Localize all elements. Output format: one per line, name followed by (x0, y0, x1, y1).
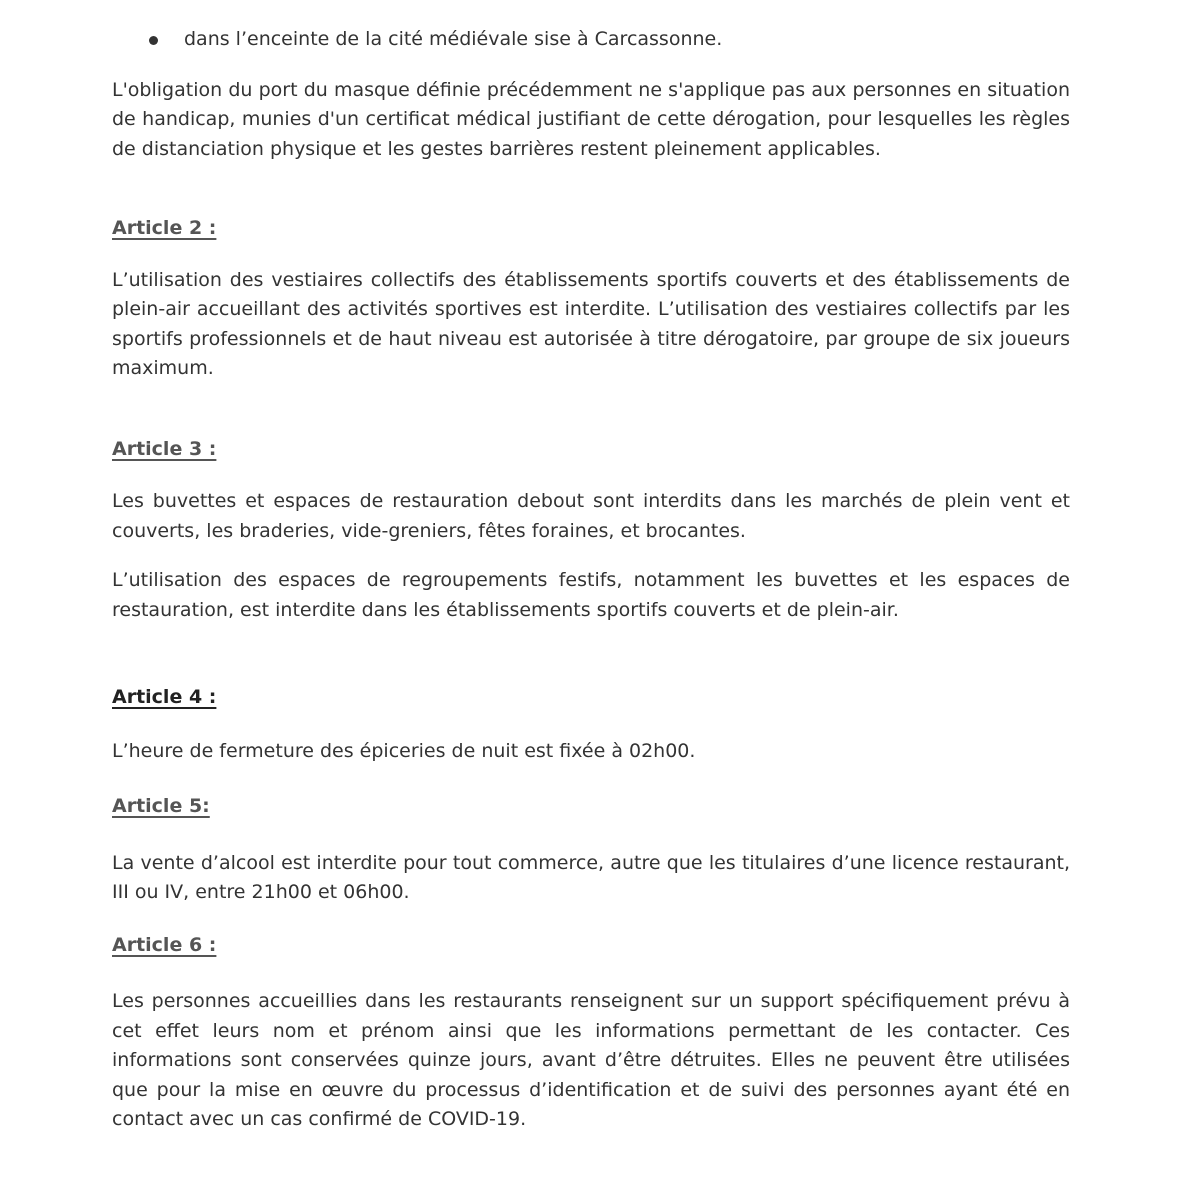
article-2-heading: Article 2 : (112, 217, 217, 239)
article-3-paragraph-1: Les buvettes et espaces de restauration debout sont interdits dans les marchés de plein vent et couverts, les braderies, vide-greniers, fêtes foraines, et brocantes. (112, 490, 1070, 542)
article-2-paragraph-1: L’utilisation des vestiaires collectifs des établissements sportifs couverts et des établissements de plein-air accueillant des activités sportives est interdite. L’utilisation des vestiaires collectifs par les sportifs professionnels et de haut niveau est autorisée à titre dérogatoire, par groupe de six joueurs maximum. (112, 268, 1070, 379)
document-page (112, 0, 1070, 1135)
article-4-paragraph-1: L’heure de fermeture des épiceries de nuit est fixée à 02h00. (112, 739, 696, 762)
article-6-paragraph-1: Les personnes accueillies dans les restaurants renseignent sur un support spécifiquement prévu à cet effet leurs nom et prénom ainsi que les informations permettant de les contacter. Ces informations sont conservées quinze jours, avant d’être détruites. Elles ne peuvent être utilisées que pour la mise en œuvre du processus d’identification et de suivi des personnes ayant été en contact avec un cas confirmé de COVID-19. (112, 990, 1070, 1130)
article-3-paragraph-2: L’utilisation des espaces de regroupements festifs, notamment les buvettes et les espaces de restauration, est interdite dans les établissements sportifs couverts et de plein-air. (112, 569, 1070, 621)
article-6-heading: Article 6 : (112, 933, 217, 956)
intro-paragraph: L'obligation du port du masque définie précédemment ne s'applique pas aux personnes en situation de handicap, munies d'un certificat médical justifiant de cette dérogation, pour lesquelles les règles de distanciation physique et les gestes barrières restent pleinement applicables. (112, 78, 1070, 160)
bullet-text: dans l’enceinte de la cité médiévale sise à Carcassonne. (184, 28, 723, 50)
article-5-paragraph-1: La vente d’alcool est interdite pour tout commerce, autre que les titulaires d’une licence restaurant, III ou IV, entre 21h00 et 06h00. (112, 851, 1070, 903)
bullet-item (112, 25, 1070, 55)
article-5-heading: Article 5: (112, 795, 210, 817)
article-4-heading: Article 4 : (112, 686, 217, 708)
article-3-heading: Article 3 : (112, 437, 217, 460)
bullet-dot-icon (149, 36, 158, 45)
